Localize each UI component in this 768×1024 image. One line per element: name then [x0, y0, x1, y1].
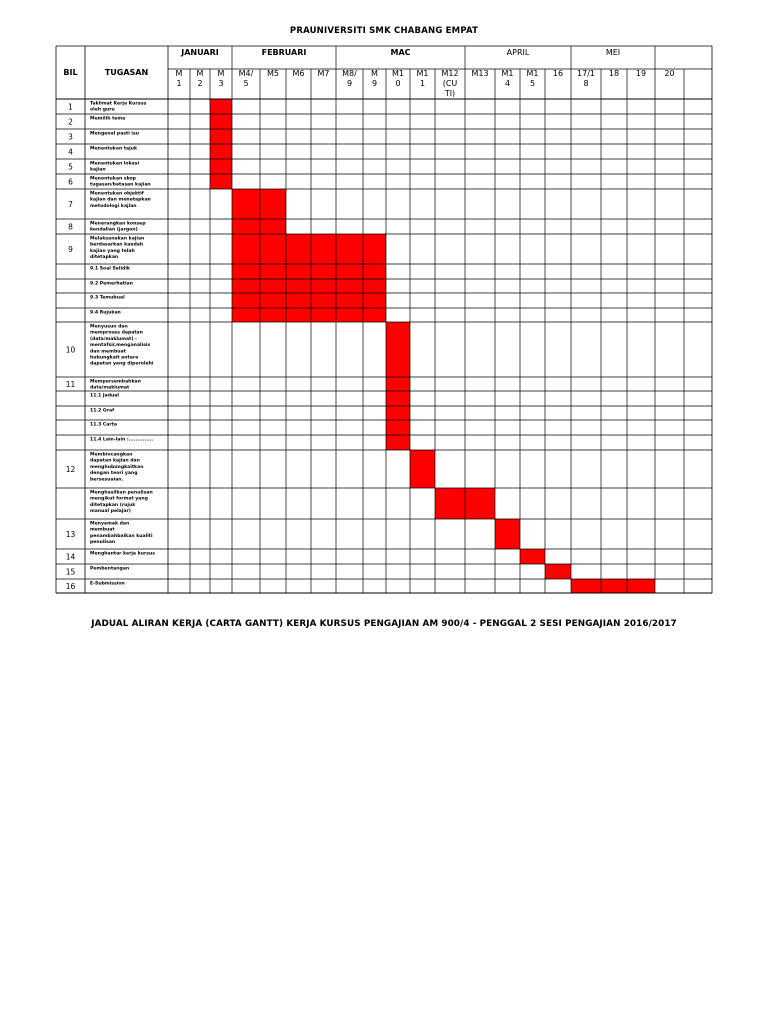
gantt-bar [210, 114, 232, 129]
row-task: Membincangkan [90, 452, 133, 458]
row-task: Melaksanakan kajian [90, 236, 145, 242]
week-label: 9 [371, 79, 378, 88]
row-task: kajian dan menetapkan [90, 197, 151, 203]
gantt-bar [386, 406, 410, 420]
row-task: penambahbaikan kualiti [90, 533, 153, 539]
gantt-bar [311, 293, 336, 308]
row-task: Pembentangan [90, 566, 130, 572]
week-label: 18 [608, 69, 620, 78]
gantt-bar [627, 579, 655, 593]
row-bil: 16 [65, 582, 76, 591]
row-task: Menyusun dan [90, 324, 128, 330]
row-bil: 9 [68, 245, 73, 254]
week-label: (CU [442, 79, 458, 88]
row-task: 11.4 Lain-lain :.............. [90, 437, 154, 443]
gantt-bar [495, 519, 520, 549]
row-task: 9.3 Temubual [90, 295, 125, 301]
row-task: kendalian (jargon) [90, 227, 138, 233]
gantt-bar [210, 99, 232, 114]
gantt-bar [363, 293, 386, 308]
row-task: bersesuaian. [90, 477, 124, 483]
gantt-bar [336, 308, 363, 322]
row-task: 11.3 Carta [90, 422, 117, 428]
gantt-bar [260, 293, 286, 308]
row-task: 9.4 Rujukan [90, 310, 121, 316]
week-label: 5 [243, 79, 249, 88]
row-bil: 3 [68, 132, 73, 142]
row-task: berdasarkan kaedah [90, 242, 144, 248]
row-task: 9.2 Pemerhatian [90, 281, 133, 287]
gantt-bar [286, 308, 311, 322]
row-task: E-Submission [90, 581, 125, 587]
row-task: metodologi kajian [90, 203, 137, 209]
row-task: mengikut format yang [90, 496, 148, 502]
week-label: 8 [583, 79, 589, 88]
row-task: 11.1 Jadual [90, 393, 119, 399]
row-task: memproses dapatan [90, 330, 143, 336]
row-task: dengan teori yang [90, 471, 138, 477]
row-task: kajian [90, 167, 106, 173]
week-label: M1 [416, 69, 429, 78]
row-bil: 5 [68, 162, 73, 172]
week-label: M6 [292, 69, 305, 78]
row-bil: 14 [65, 552, 76, 562]
week-label: 17/1 [577, 69, 595, 78]
row-task: data/maklumat [90, 385, 130, 391]
row-task: manual pelajar) [90, 509, 131, 515]
gantt-bar [260, 308, 286, 322]
row-bil: 4 [68, 147, 73, 157]
row-bil: 15 [65, 567, 76, 577]
week-label: 0 [395, 79, 401, 88]
gantt-bar [311, 308, 336, 322]
row-bil: 8 [68, 222, 73, 232]
week-label: 2 [197, 79, 203, 88]
week-label: M1 [526, 69, 539, 78]
gantt-bar [311, 234, 336, 264]
header-tugasan: TUGASAN [104, 68, 149, 77]
week-label: M13 [471, 69, 489, 78]
row-task: Menghasilkan penulisan [90, 490, 153, 496]
month-label: APRIL [506, 48, 530, 57]
month-label: JANUARI [181, 48, 219, 57]
gantt-bar [232, 279, 260, 293]
row-task: Menentukan tajuk [90, 146, 138, 152]
row-task: Taklimat Kerja Kursus [90, 101, 147, 107]
row-task: oleh guru [90, 107, 115, 113]
row-task: tugasan/batasan kajian [90, 182, 151, 188]
gantt-bar [336, 279, 363, 293]
row-task: 11.2 Graf [90, 408, 115, 414]
row-bil: 12 [65, 465, 76, 474]
gantt-bar [336, 234, 363, 264]
gantt-bar [232, 189, 260, 219]
row-task: (data/maklumat) - [90, 336, 137, 342]
row-task: ditetapkan (rujuk [90, 502, 136, 508]
gantt-bar [520, 549, 545, 564]
week-label: M [196, 69, 204, 78]
row-task: 9.1 Soal Selidik [90, 266, 130, 272]
week-label: 1 [176, 79, 182, 88]
gantt-bar [311, 264, 336, 279]
gantt-bar [336, 264, 363, 279]
gantt-bar [363, 264, 386, 279]
week-label: M [175, 69, 183, 78]
gantt-bar [260, 279, 286, 293]
gantt-bar [232, 264, 260, 279]
gantt-bar [232, 293, 260, 308]
row-task: menghubungkaitkan [90, 464, 144, 470]
gantt-bar [465, 488, 495, 519]
gantt-bar [571, 579, 601, 593]
row-task: Mengenal pasti isu [90, 131, 139, 137]
gantt-bar [232, 219, 260, 234]
row-task: dapatan kajian dan [90, 458, 140, 464]
gantt-bar [386, 420, 410, 435]
gantt-bar [386, 322, 410, 377]
gantt-bar [435, 488, 465, 519]
row-bil: 13 [65, 530, 76, 539]
page-title: PRAUNIVERSITI SMK CHABANG EMPAT [289, 26, 479, 36]
week-label: TI) [444, 89, 456, 98]
week-label: M1 [501, 69, 514, 78]
week-label: 5 [529, 79, 536, 88]
row-bil: 6 [68, 177, 73, 187]
gantt-bar [232, 308, 260, 322]
row-bil: 1 [68, 102, 73, 112]
row-task: dapatan yang diperolehi [90, 361, 154, 367]
gantt-bar [363, 279, 386, 293]
row-task: Menentukan objektif [90, 191, 144, 197]
gantt-bar [386, 391, 410, 406]
row-task: ditetapkan [90, 255, 119, 261]
gantt-bar [286, 264, 311, 279]
week-label: M7 [317, 69, 330, 78]
table-caption: JADUAL ALIRAN KERJA (CARTA GANTT) KERJA KURSUS PENGAJIAN AM 900/4 - PENGGAL 2 SESI PENGAJIAN 2016/2017 [91, 619, 677, 629]
row-bil: 2 [68, 117, 73, 127]
week-label: 1 [419, 79, 426, 88]
gantt-bar [286, 279, 311, 293]
month-label: FEBRUARI [261, 48, 307, 57]
week-label: M [371, 69, 378, 78]
gantt-bar [210, 159, 232, 174]
month-label: MAC [390, 48, 411, 57]
gantt-bar [260, 219, 286, 234]
row-bil: 10 [65, 345, 76, 355]
gantt-bar [286, 293, 311, 308]
week-label: M8/ [342, 69, 357, 78]
row-task: mentafsir,menganalisis [90, 343, 151, 349]
week-label: 16 [552, 69, 564, 78]
row-task: Menghantar kerja kursus [90, 551, 155, 557]
gantt-bar [311, 279, 336, 293]
row-bil: 7 [68, 200, 73, 209]
row-task: Menyemak dan [90, 521, 130, 527]
gantt-bar [260, 189, 286, 219]
gantt-bar [410, 450, 435, 488]
row-task: hubungkait antara [90, 355, 139, 361]
row-task: membuat [90, 527, 115, 533]
week-label: 20 [664, 69, 675, 78]
week-label: M [217, 69, 225, 78]
row-task: Mempersembahkan [90, 379, 141, 385]
row-task: penulisan [90, 540, 116, 546]
gantt-bar [545, 564, 571, 579]
week-label: M4/ [238, 69, 254, 78]
row-task: Menentukan skop [90, 176, 136, 182]
gantt-bar [210, 174, 232, 189]
gantt-bar [260, 264, 286, 279]
week-label: 4 [504, 79, 511, 88]
row-task: dan membuat [90, 349, 126, 355]
row-bil: 11 [65, 380, 76, 389]
gantt-bar [363, 308, 386, 322]
week-label: M5 [267, 69, 279, 78]
gantt-bar [232, 234, 260, 264]
gantt-bar [286, 234, 311, 264]
gantt-bar [386, 377, 410, 391]
gantt-bar [210, 129, 232, 144]
week-label: 9 [346, 79, 353, 88]
gantt-bar [260, 234, 286, 264]
month-label: MEI [605, 48, 621, 57]
row-task: kajian yang telah [90, 248, 135, 254]
gantt-bar [363, 234, 386, 264]
row-task: Menentukan lokasi [90, 161, 140, 167]
header-bil: BIL [63, 68, 78, 77]
gantt-bar [386, 435, 410, 450]
gantt-bar [336, 293, 363, 308]
week-label: 3 [218, 79, 224, 88]
row-task: Menerangkan konsep [90, 221, 146, 227]
gantt-bar [601, 579, 627, 593]
week-label: M12 [441, 69, 459, 78]
week-label: 19 [635, 69, 647, 78]
gantt-bar [210, 144, 232, 159]
week-label: M1 [392, 69, 404, 78]
row-task: Memilih tema [90, 116, 126, 122]
